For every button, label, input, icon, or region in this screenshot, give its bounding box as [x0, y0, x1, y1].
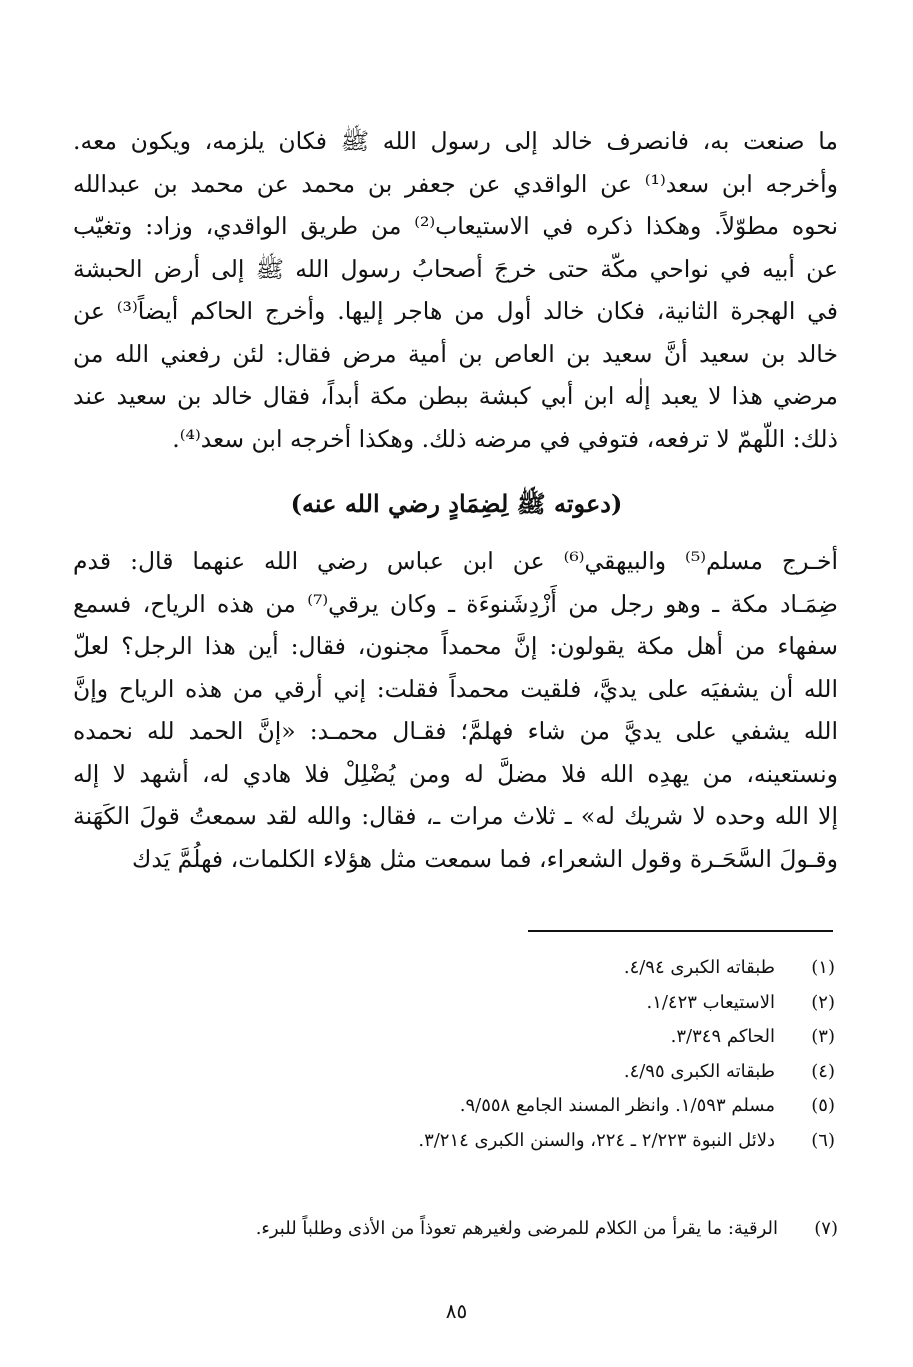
text-line: وأخرجه ابن سعد⁽¹⁾ عن الواقدي عن جعفر بن محمد عن محمد بن عبدالله — [73, 169, 838, 198]
text-line: ذلك: اللّهمّ لا ترفعه، فتوفي في مرضه ذلك. وهكذا أخرجه ابن سعد⁽⁴⁾. — [172, 424, 838, 453]
footnote-number: (٦) — [811, 1129, 835, 1151]
text-line: مرضي هذا لا يعبد إلٰه ابن أبي كبشة ببطن مكة أبداً، فقال خالد بن سعيد عند — [73, 382, 838, 410]
paragraph-main — [73, 540, 838, 880]
footnote-number: (١) — [811, 957, 835, 978]
footnote-item — [115, 1020, 835, 1055]
text-line: إلا الله وحده لا شريك له» ـ ثلاث مرات ـ، فقال: والله لقد سمعتُ قولَ الكَهَنة — [73, 802, 838, 830]
footnote-text: دلائل النبوة ٢/٢٢٣ ـ ٢٢٤، والسنن الكبرى ٣/٢١٤. — [418, 1129, 775, 1151]
footnote-item — [115, 1055, 835, 1090]
footnote-divider — [528, 930, 833, 932]
footnotes — [115, 951, 835, 1158]
footnote-number: (٣) — [811, 1026, 835, 1047]
footnote-item — [115, 986, 835, 1021]
text-line: ما صنعت به، فانصرف خالد إلى رسول الله ﷺ فكان يلزمه، ويكون معه. — [73, 127, 838, 155]
footnote-text: مسلم ١/٥٩٣. وانظر المسند الجامع ٩/٥٥٨. — [459, 1095, 775, 1116]
section-title: (دعوته ﷺ لِضِمَادٍ رضي الله عنه) — [290, 489, 623, 518]
footnote-item — [115, 1124, 835, 1159]
text-line: ونستعينه، من يهدِه الله فلا مضلَّ له ومن يُضْلِلْ فلا هادي له، أشهد لا إله — [73, 759, 838, 788]
footnote-extra — [118, 1212, 838, 1247]
footnote-number: (٢) — [811, 991, 835, 1013]
footnote-item — [115, 951, 835, 986]
text-line: في الهجرة الثانية، فكان خالد أول من هاجر إليها. وأخرج الحاكم أيضاً⁽³⁾ عن — [73, 297, 838, 325]
footnote-text: طبقاته الكبرى ٤/٩٤. — [623, 957, 775, 978]
footnote-number: (٤) — [811, 1060, 835, 1082]
page-number: ٨٥ — [445, 1299, 468, 1323]
footnote-text: الرقية: ما يقرأ من الكلام للمرضى ولغيرهم تعوذاً من الأذى وطلباً للبرء. — [255, 1218, 778, 1239]
text-line: عن أبيه في نواحي مكّة حتى خرجَ أصحابُ رسول الله ﷺ إلى أرض الحبشة — [73, 254, 838, 283]
footnote-number: (٥) — [811, 1095, 835, 1116]
footnote-text: الاستيعاب ١/٤٢٣. — [646, 991, 775, 1013]
footnote-number: (٧) — [814, 1218, 838, 1239]
text-line: الله يشفي على يديَّ من شاء فهلمَّ؛ فقـال محمـد: «إنَّ الحمد لله نحمده — [73, 717, 838, 745]
paragraph-top — [73, 120, 838, 460]
text-line: وقـولَ السَّحَـرة وقول الشعراء، فما سمعت مثل هؤلاء الكلمات، فهلُمَّ يَدك — [131, 844, 838, 873]
text-line: أخـرج مسلم⁽⁵⁾ والبيهقي⁽⁶⁾ عن ابن عباس رضي الله عنهما قال: قدم — [73, 547, 838, 575]
footnote-item — [118, 1212, 838, 1247]
text-line: سفهاء من أهل مكة يقولون: إنَّ محمداً مجنون، فقال: أين هذا الرجل؟ لعلّ — [73, 632, 838, 660]
footnote-text: الحاكم ٣/٣٤٩. — [670, 1026, 775, 1047]
footnote-text: طبقاته الكبرى ٤/٩٥. — [623, 1060, 775, 1082]
text-line: خالد بن سعيد أنَّ سعيد بن العاص بن أمية مرض فقال: لئن رفعني الله من — [73, 339, 838, 368]
text-line: ضِمَـاد مكة ـ وهو رجل من أَزْدِشَنوءَة ـ وكان يرقي⁽⁷⁾ من هذه الرياح، فسمع — [73, 589, 838, 618]
text-line: الله أن يشفيَه على يديَّ، فلقيت محمداً فقلت: إني أرقي من هذه الرياح وإنَّ — [73, 674, 838, 703]
footnote-item — [115, 1089, 835, 1124]
text-line: نحوه مطوّلاً. وهكذا ذكره في الاستيعاب⁽²⁾ من طريق الواقدي، وزاد: وتغيّب — [73, 212, 838, 240]
